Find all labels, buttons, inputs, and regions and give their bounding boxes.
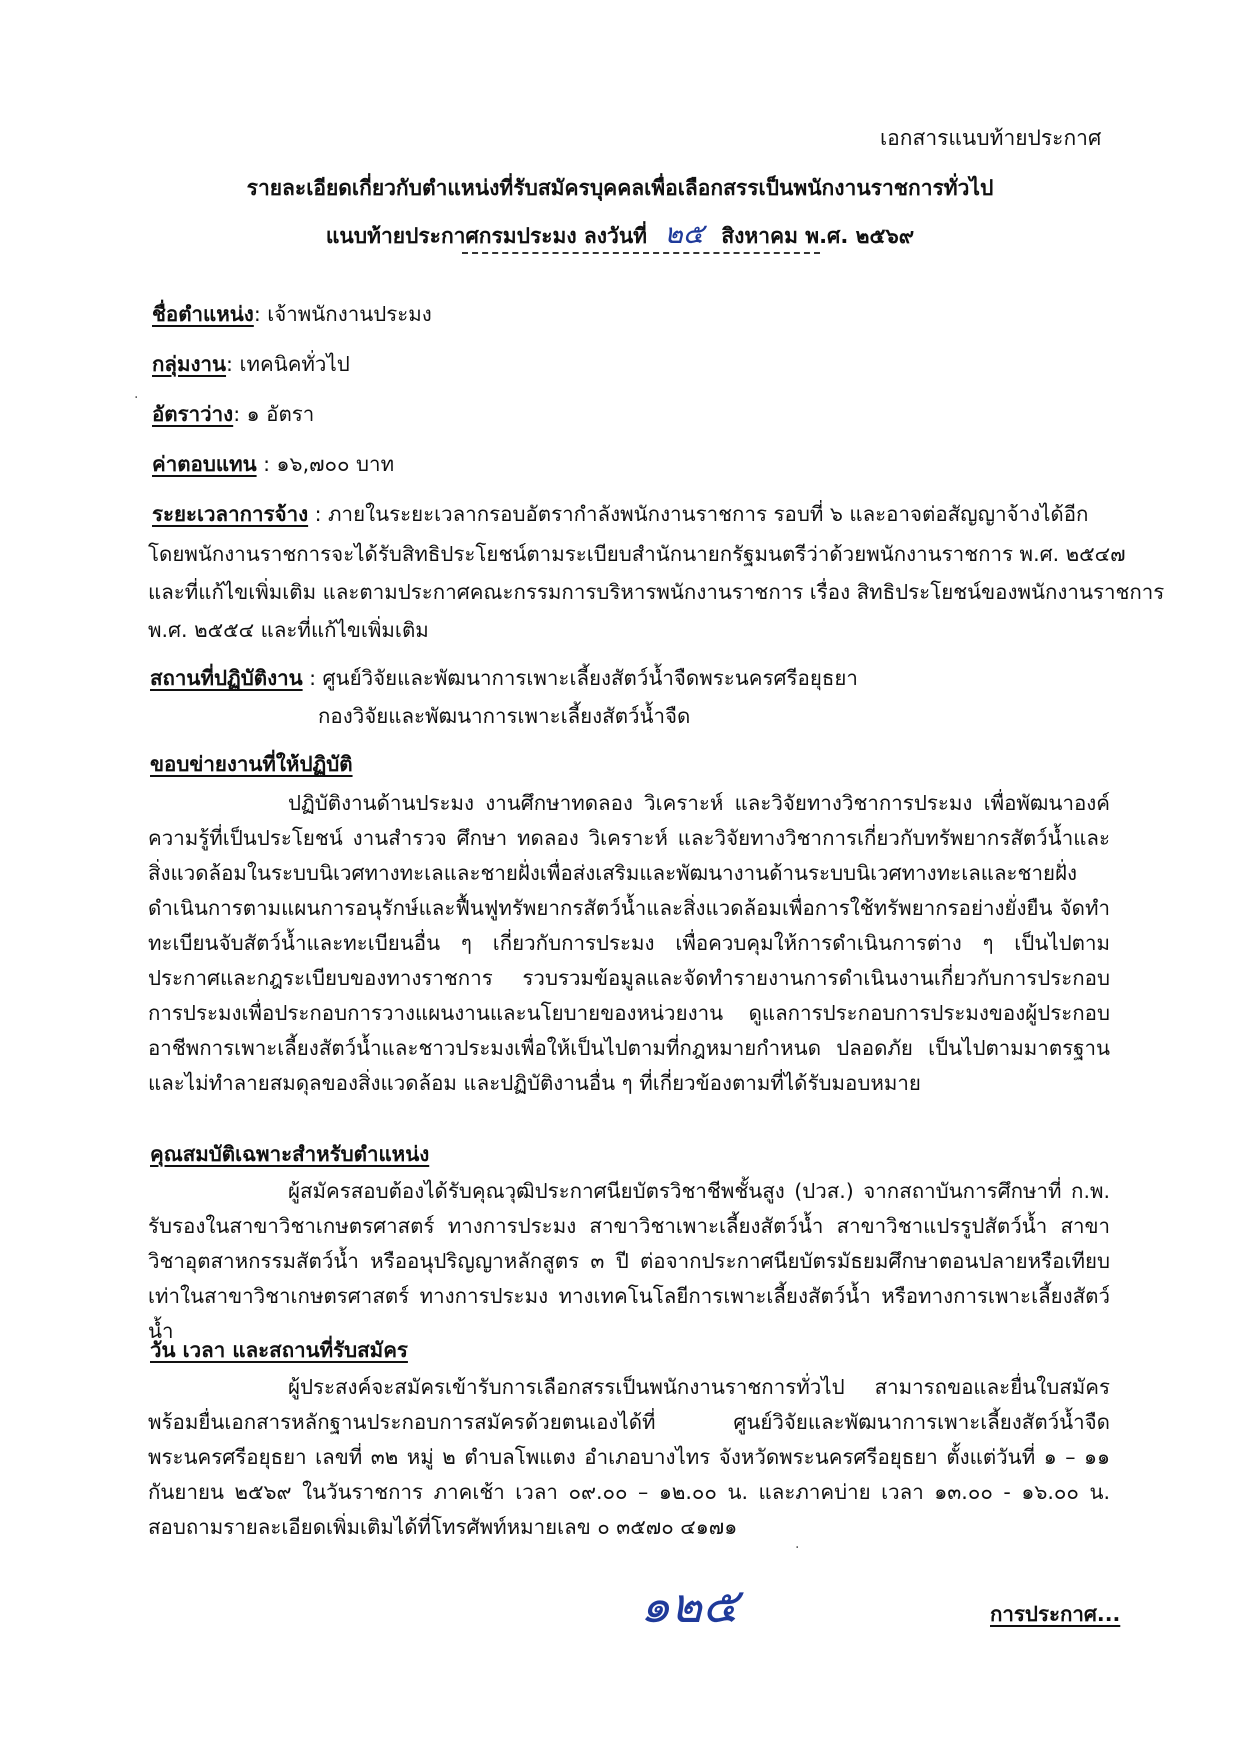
vacancy-value: : ๑ อัตรา bbox=[233, 402, 315, 426]
group-value: : เทคนิคทั่วไป bbox=[226, 352, 350, 376]
period-value: : ภายในระยะเวลากรอบอัตรากำลังพนักงานราชการ รอบที่ ๖ และอาจต่อสัญญาจ้างได้อีก bbox=[308, 502, 1089, 526]
position-field bbox=[152, 298, 432, 331]
salary-field bbox=[152, 448, 394, 481]
location-label: สถานที่ปฏิบัติงาน bbox=[150, 666, 303, 690]
document-title: รายละเอียดเกี่ยวกับตำแหน่งที่รับสมัครบุคคลเพื่อเลือกสรรเป็นพนักงานราชการทั่วไป bbox=[246, 176, 994, 200]
scan-mark: · bbox=[795, 1540, 800, 1556]
handwritten-day: ๒๕ bbox=[664, 217, 704, 250]
position-label: ชื่อตำแหน่ง bbox=[152, 302, 254, 326]
application-paragraph bbox=[148, 1370, 1110, 1545]
subtitle-suffix: สิงหาคม พ.ศ. ๒๕๖๙ bbox=[721, 224, 915, 248]
document-label: เอกสารแนบท้ายประกาศ bbox=[880, 126, 1102, 150]
period-line-3: และที่แก้ไขเพิ่มเติม และตามประกาศคณะกรรมการบริหารพนักงานราชการ เรื่อง สิทธิประโยชน์ของพนักงานราชการ bbox=[148, 580, 1165, 604]
salary-value: : ๑๖,๗๐๐ บาท bbox=[256, 452, 395, 476]
scan-mark: · bbox=[134, 390, 139, 406]
qualifications-paragraph bbox=[148, 1174, 1110, 1349]
scope-heading: ขอบข่ายงานที่ให้ปฏิบัติ bbox=[150, 752, 353, 776]
qualifications-heading: คุณสมบัติเฉพาะสำหรับตำแหน่ง bbox=[150, 1142, 430, 1166]
vacancy-field bbox=[152, 398, 314, 431]
scope-paragraph bbox=[148, 786, 1110, 1101]
location-line-2: กองวิจัยและพัฒนาการเพาะเลี้ยงสัตว์น้ำจืด bbox=[318, 704, 691, 728]
period-label: ระยะเวลาการจ้าง bbox=[152, 502, 309, 526]
period-line-2: โดยพนักงานราชการจะได้รับสิทธิประโยชน์ตามระเบียบสำนักนายกรัฐมนตรีว่าด้วยพนักงานราชการ พ.ศ. ๒๕๔๗ bbox=[148, 542, 1126, 566]
group-label: กลุ่มงาน bbox=[152, 352, 227, 376]
subtitle-prefix: แนบท้ายประกาศกรมประมง ลงวันที่ bbox=[325, 224, 648, 248]
location-field bbox=[150, 662, 858, 695]
period-field bbox=[152, 498, 1088, 531]
qualifications-text: ผู้สมัครสอบต้องได้รับคุณวุฒิประกาศนียบัตรวิชาชีพชั้นสูง (ปวส.) จากสถาบันการศึกษาที่ ก.พ. รับรองในสาขาวิชาเกษตรศาสตร์ ทางการประมง สาขาวิชาเพาะเลี้ยงสัตว์น้ำ สาขาวิชาแปรรูปสัตว์น้ำ สาขาวิชาอุตสาหกรรมสัตว์น้ำ หรืออนุปริญญาหลักสูตร ๓ ปี ต่อจากประกาศนียบัตรมัธยมศึกษาตอนปลายหรือเทียบเท่าในสาขาวิชาเกษตรศาสตร์ ทางการประมง ทางเทคโนโลยีการเพาะเลี้ยงสัตว์น้ำ หรือทางการเพาะเลี้ยงสัตว์น้ำ bbox=[148, 1179, 1110, 1343]
location-value: : ศูนย์วิจัยและพัฒนาการเพาะเลี้ยงสัตว์น้ำจืดพระนครศรีอยุธยา bbox=[302, 666, 858, 690]
group-field bbox=[152, 348, 350, 381]
position-value: : เจ้าพนักงานประมง bbox=[253, 302, 432, 326]
continued-text: การประกาศ... bbox=[990, 1602, 1121, 1626]
salary-label: ค่าตอบแทน bbox=[152, 452, 257, 476]
scope-text: ปฏิบัติงานด้านประมง งานศึกษาทดลอง วิเคราะห์ และวิจัยทางวิชาการประมง เพื่อพัฒนาองค์ความรู้ที่เป็นประโยชน์ งานสำรวจ ศึกษา ทดลอง วิเคราะห์ และวิจัยทางวิชาการเกี่ยวกับทรัพยากรสัตว์น้ำและสิ่งแวดล้อมในระบบนิเวศทางทะเลและชายฝั่งเพื่อส่งเสริมและพัฒนางานด้านระบบนิเวศทางทะเลและชายฝั่ง ดำเนินการตามแผนการอนุรักษ์และฟื้นฟูทรัพยากรสัตว์น้ำและสิ่งแวดล้อมเพื่อการใช้ทรัพยากรอย่างยั่งยืน จัดทำทะเบียนจับสัตว์น้ำและทะเบียนอื่น ๆ เกี่ยวกับการประมง เพื่อควบคุมให้การดำเนินการต่าง ๆ เป็นไปตามประกาศและกฎระเบียบของทางราชการ รวบรวมข้อมูลและจัดทำรายงานการดำเนินงานเกี่ยวกับการประกอบการประมงเพื่อประกอบการวางแผนงานและนโยบายของหน่วยงาน ดูแลการประกอบการประมงของผู้ประกอบอาชีพการเพาะเลี้ยงสัตว์น้ำและชาวประมงเพื่อให้เป็นไปตามที่กฎหมายกำหนด ปลอดภัย เป็นไปตามมาตรฐานและไม่ทำลายสมดุลของสิ่งแวดล้อม และปฏิบัติงานอื่น ๆ ที่เกี่ยวข้องตามที่ได้รับมอบหมาย bbox=[148, 791, 1110, 1095]
handwritten-page-number: ๑๒๕ bbox=[640, 1578, 739, 1634]
application-heading: วัน เวลา และสถานที่รับสมัคร bbox=[150, 1338, 408, 1362]
application-text: ผู้ประสงค์จะสมัครเข้ารับการเลือกสรรเป็นพนักงานราชการทั่วไป สามารถขอและยื่นใบสมัครพร้อมยื่นเอกสารหลักฐานประกอบการสมัครด้วยตนเองได้ที่ ศูนย์วิจัยและพัฒนาการเพาะเลี้ยงสัตว์น้ำจืดพระนครศรีอยุธยา เลขที่ ๓๒ หมู่ ๒ ตำบลโพแตง อำเภอบางไทร จังหวัดพระนครศรีอยุธยา ตั้งแต่วันที่ ๑ – ๑๑ กันยายน ๒๕๖๙ ในวันราชการ ภาคเช้า เวลา ๐๙.๐๐ – ๑๒.๐๐ น. และภาคบ่าย เวลา ๑๓.๐๐ - ๑๖.๐๐ น. สอบถามรายละเอียดเพิ่มเติมได้ที่โทรศัพท์หมายเลข ๐ ๓๕๗๐ ๔๑๗๑ bbox=[148, 1375, 1110, 1539]
title-divider bbox=[462, 252, 820, 254]
period-line-4: พ.ศ. ๒๕๕๔ และที่แก้ไขเพิ่มเติม bbox=[148, 618, 429, 642]
document-subtitle bbox=[0, 212, 1240, 256]
vacancy-label: อัตราว่าง bbox=[152, 402, 234, 426]
